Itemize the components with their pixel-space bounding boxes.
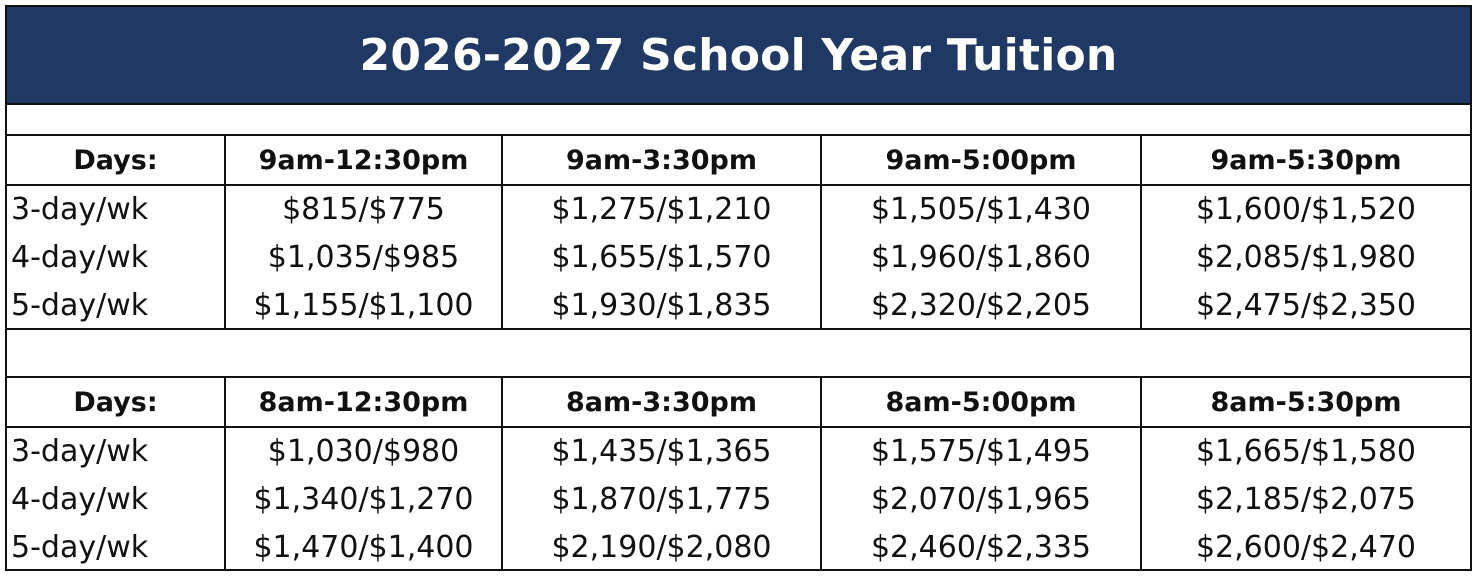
price-cell: $2,600/$2,470 [1195,529,1417,565]
blank-row [7,105,1470,136]
header-row [7,136,1470,185]
price-cell: $815/$775 [225,185,502,233]
price-cell: $1,655/$1,570 [502,233,821,281]
table-row [7,281,1470,329]
header-time-slot: 8am-3:30pm [502,378,821,427]
price-cell: $2,070/$1,965 [821,475,1141,523]
price-cell: $1,030/$980 [225,427,502,475]
header-time-slot: 9am-5:00pm [821,136,1141,185]
price-cell: $1,930/$1,835 [502,281,821,329]
table-row [7,185,1470,233]
table-row [7,523,1470,571]
price-cell: $1,665/$1,580 [1195,434,1417,469]
table-row [7,427,1470,475]
price-cell: $1,575/$1,495 [821,427,1141,475]
blank-row [7,328,1470,378]
page-title: 2026-2027 School Year Tuition [7,7,1470,105]
header-time-slot: 9am-12:30pm [225,136,502,185]
price-cell: $1,870/$1,775 [502,475,821,523]
price-cell: $1,340/$1,270 [225,475,502,523]
tuition-table-8am [7,378,1470,571]
price-cell: $1,035/$985 [225,233,502,281]
header-time-slot: 9am-5:30pm [1141,136,1470,185]
price-cell: $1,435/$1,365 [502,427,821,475]
header-row [7,378,1470,427]
price-cell: $1,505/$1,430 [821,185,1141,233]
header-time-slot: 8am-12:30pm [225,378,502,427]
table-row [7,233,1470,281]
row-label: 5-day/wk [7,523,225,571]
price-cell: $1,470/$1,400 [225,523,502,571]
header-time-slot: 9am-3:30pm [502,136,821,185]
header-time-slot: 8am-5:30pm [1141,378,1470,427]
price-cell: $2,475/$2,350 [1195,287,1417,323]
header-days: Days: [7,136,225,185]
tuition-table-9am [7,136,1470,329]
row-label: 3-day/wk [7,185,225,233]
price-cell: $1,155/$1,100 [225,281,502,329]
price-cell: $2,460/$2,335 [821,523,1141,571]
row-label: 4-day/wk [7,233,225,281]
price-cell: $1,275/$1,210 [502,185,821,233]
price-cell: $2,320/$2,205 [821,281,1141,329]
price-cell: $2,085/$1,980 [1195,239,1417,275]
price-cell: $1,960/$1,860 [821,233,1141,281]
price-cell: $1,600/$1,520 [1195,192,1417,227]
table-row [7,475,1470,523]
price-cell: $2,190/$2,080 [502,523,821,571]
header-days: Days: [7,378,225,427]
header-time-slot: 8am-5:00pm [821,378,1141,427]
row-label: 3-day/wk [7,427,225,475]
price-cell: $2,185/$2,075 [1195,481,1417,517]
row-label: 4-day/wk [7,475,225,523]
tuition-sheet [5,5,1472,571]
row-label: 5-day/wk [7,281,225,329]
